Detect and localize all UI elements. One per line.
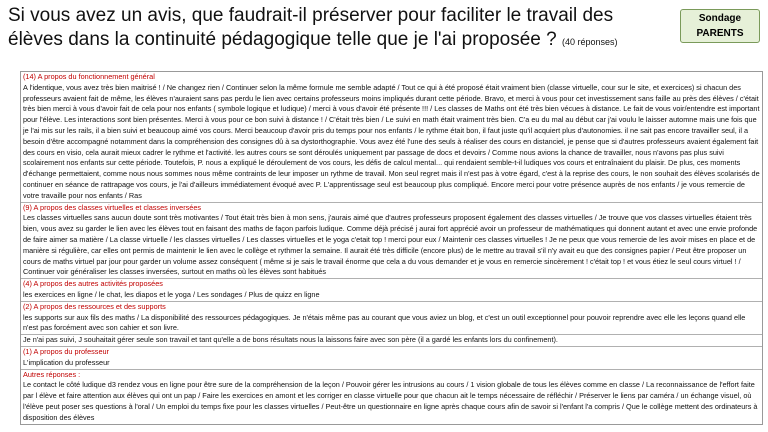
section-body: L'implication du professeur xyxy=(23,357,110,367)
section-header: Autres réponses : xyxy=(23,369,81,379)
section-body: les exercices en ligne / le chat, les diapos et le yoga / Les sondages / Plus de quizz en ligne xyxy=(23,289,320,299)
section-body: Je n'ai pas suivi, J souhaitait gérer seule son travail et tant qu'elle a de bons résultats nous la laissons faire avec son père (il a gardé les enfants lors du confinement). xyxy=(23,335,558,345)
question-text: Si vous avez un avis, que faudrait-il préserver pour faciliter le travail des élèves dans la continuité pédagogique telle que je l'ai proposée ? xyxy=(8,5,614,50)
section-body: les supports sur aux fils des maths / La disponibilité des ressources pédagogiques. Je n'étais même pas au courant que vous aviez un blog, et c'est un outil exceptionnel pour pouvoir reprendre avec elle les leçons quand elle n'est pas forcément avec son cahier et son livre. xyxy=(23,312,746,333)
section-body: Les classes virtuelles sans aucun doute sont très motivantes / Tout était très bien à mon sens, j'aurais aimé que d'autres professeurs proposent également des classes virtuelles / Je trouve que vos classes virtuelles étaient très bien, vous avez su garder le lien avec les élèves tout en faisant des maths de façon parfois ludique. Comme déjà précisé j aurai fort apprécié avoir un professeur de mathématiques qui donnent autant et avec une envie profonde de faire aimer sa matière / La classe virtuelle / les classes virtuelles / Les classes virtuelles et le yoga c'etait top ! merci pour eux / Maintenir ces classes virtuelles ! Je ne peux que vous remercie de les avoir mises en place et de manière si régulière, car elles ont permis de maintenir le lien avec le collège et rythmer la semaine. Il aurait été très difficile (encore plus) de le mettre au travail s'il n'y avait eu que des consignes papier / Peut être proposer un cours de maths virtuel par jour pour garder un volume assez conséquent ( même si je sais le travail énorme que cela a du vous demander et je vous en remercie sincèrement ! c'était top ! et vous étiez le seul cours virtuel ! / Continuer voir généraliser les classes inversées, surtout en maths où les élèves sont habitués xyxy=(23,213,758,277)
section-header: (1) A propos du professeur xyxy=(23,346,109,356)
section-header: (14) A propos du fonctionnement général xyxy=(23,72,155,81)
section-header: (9) A propos des classes virtuelles et classes inversées xyxy=(23,202,202,212)
section-body: A l'identique, vous avez très bien maitrisé ! / Ne changez rien / Continuer selon la même formule me semble adapté / Tout ce qui à été proposé était vraiment bien (classe virtuelle, cour sur le site, et exercices) si chacun des professeurs avaient fait de même, les élèves n'auraient sans pas perdu le lien avec certains professeurs moins impliqués durant cette période. Bravo, et merci à vous pour cet investissement sans faille au près des élèves / c'était très bien merci à vous d'avoir fait de cela pour nos enfants ( symbole logique et ludique) / merci à vous d'avoir été présente !!! / Les classes de Maths ont été très bien vécues à distance. Le fait de vous voir/entendre est important pour l'élève. Les interactions sont bien présentes. Merci à vous pour ce bon suivi à distance ! / C'était très bien / Le suivi en math était vraiment très bien. C'a eu du mal au début car j'ai voulu le laisser automne mais une fois que je l'ai mis sur les rails, il a bien suivi et beaucoup aimé vos cours. Merci beaucoup d'avoir pris du temps pour nos enfants / le rythme était bon, il faut juste qu'il acquiert plus d'autonomies. il ne sait pas encore travailler seul, il a besoin d'être accompagné notamment dans la compréhension des consignes dû à sa dystorthographie. Vous avez été l'une des seuls à réaliser des cours en distanciel, je pense que si d'autres professeurs avaient également fait des cours en visio, cela aurait mieux cadrer le rythme et l'activité. les autres cours se sont déroulés uniquement par passage de docs et devoirs / Comme nous avions la chance de travailler, nous n'avons pas plus suivi scolairement nos enfants sur cette période. Toutefois, P. nous a expliqué le déroulement de vos cours, les défis de calcul mental... qui rendaient semble-t-il ludiques vos cours et entraînaient du plaisir. De plus, ces moments d'échange permettaient, comme nous nous sommes nous même contraints de leur imposer un rythme de travail. Mon seul regret mais il n'est pas à votre égard, c'est à la reprise des cours, le non souhait des élèves scolarisés de continuer en séance de rattrapage vos cours, je l'ai d'ailleurs immédiatement évoqué avec P. L'apprentissage seul est beaucoup plus compliqué. Encore merci pour votre présence auprès de nos enfants / je vous remercie de votre travaille pour nos enfants / Ras xyxy=(23,82,760,200)
badge-line-1: Sondage xyxy=(698,13,742,24)
page-title xyxy=(8,4,648,54)
section-classes-virtuelles xyxy=(21,203,762,280)
section-fonctionnement xyxy=(21,72,762,203)
section-header: (2) A propos des ressources et des supports xyxy=(23,301,166,311)
section-professeur xyxy=(21,347,762,370)
section-body: Le contact le côté ludique d3 rendez vous en ligne pour être sure de la compréhension de la leçon / Pouvoir gérer les intrusions au cours / 1 vision globale de tous les élèves comme en classe / La reconnaissance de l'effort faite par l élève et faire attention aux élèves qui ont un pap / Faire les exercices en amont et les corriger en classe virtuelle pour que chacun ait le temps nécessaire de réfléchir / Préserver le liens par caméra / un échange visuel, où l'élève peut poser ses questions à l'oral / Un emploi du temps fixe pour les classes virtuelles / Peut-être un questionnaire en ligne après chaque cours afin de savoir si l'enfant l'a compris / Que le collège mettent des ordinateurs à disposition des élèves xyxy=(23,380,758,422)
badge-line-2: PARENTS xyxy=(696,28,744,39)
section-note xyxy=(21,335,762,347)
section-header: (4) A propos des autres activités proposées xyxy=(23,279,163,289)
section-autres-activites xyxy=(21,279,762,302)
survey-badge xyxy=(680,9,760,43)
responses-table xyxy=(20,71,763,425)
section-ressources xyxy=(21,302,762,335)
response-count: (40 réponses) xyxy=(561,37,618,47)
section-autres-reponses xyxy=(21,370,762,424)
